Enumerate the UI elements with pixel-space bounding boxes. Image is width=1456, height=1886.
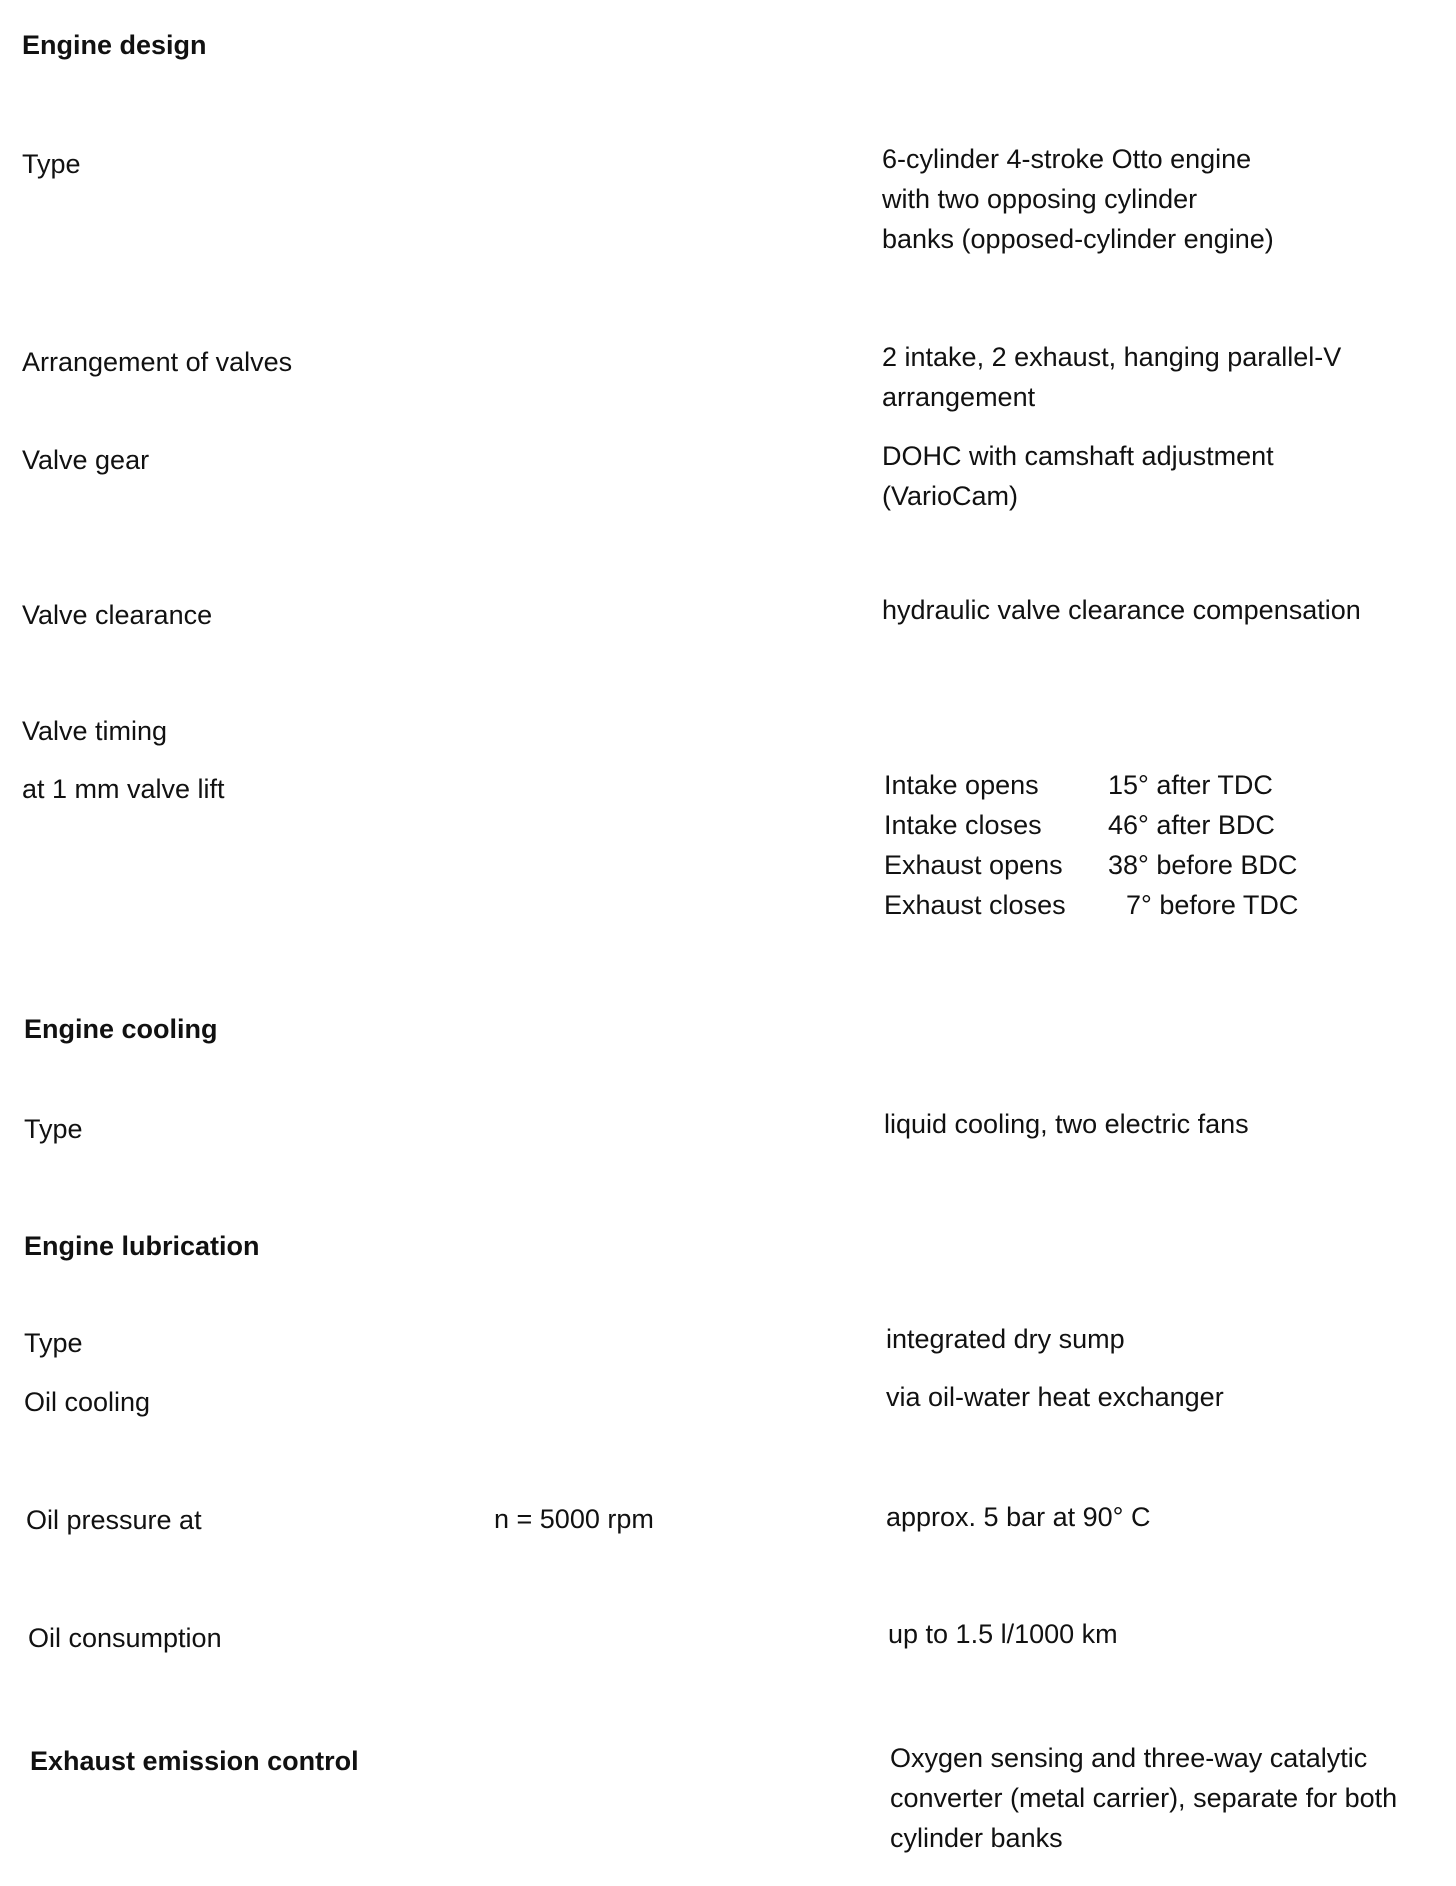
spec-value-valve-clearance: hydraulic valve clearance compensation <box>882 595 1361 625</box>
spec-label-oil-consumption: Oil consumption <box>28 1623 222 1653</box>
spec-value-type <box>882 139 1274 259</box>
spec-label-oil-cooling: Oil cooling <box>24 1387 151 1417</box>
spec-sublabel-valve-lift: at 1 mm valve lift <box>22 774 225 804</box>
spec-value-line: Oxygen sensing and three-way catalytic <box>890 1743 1368 1773</box>
spec-condition-oil-pressure: n = 5000 rpm <box>494 1504 654 1534</box>
spec-label-oil-pressure: Oil pressure at <box>26 1505 202 1535</box>
spec-value-line: 6-cylinder 4-stroke Otto engine <box>882 144 1252 174</box>
section-heading-engine-cooling: Engine cooling <box>24 1014 218 1044</box>
timing-value: 15° after TDC <box>1108 770 1273 800</box>
section-heading-engine-lubrication: Engine lubrication <box>24 1231 260 1261</box>
spec-value-line: (VarioCam) <box>882 481 1019 511</box>
spec-label-lubrication-type: Type <box>24 1328 83 1358</box>
valve-timing-table <box>884 765 1344 925</box>
spec-value-oil-cooling: via oil-water heat exchanger <box>886 1382 1224 1412</box>
timing-event: Intake opens <box>884 770 1039 800</box>
spec-value-line: arrangement <box>882 382 1036 412</box>
spec-value-oil-consumption: up to 1.5 l/1000 km <box>888 1619 1118 1649</box>
spec-label-arrangement-of-valves: Arrangement of valves <box>22 347 293 377</box>
spec-label-valve-gear: Valve gear <box>22 445 150 475</box>
spec-value-exhaust-emission-control <box>890 1738 1397 1858</box>
section-heading-engine-design: Engine design <box>22 30 207 60</box>
spec-label-type: Type <box>22 149 81 179</box>
timing-row <box>884 845 1344 885</box>
timing-row <box>884 805 1344 845</box>
timing-row <box>884 885 1344 925</box>
spec-value-line: banks (opposed-cylinder engine) <box>882 224 1274 254</box>
spec-value-lubrication-type: integrated dry sump <box>886 1324 1125 1354</box>
spec-value-line: 2 intake, 2 exhaust, hanging parallel-V <box>882 342 1342 372</box>
timing-event: Exhaust closes <box>884 890 1066 920</box>
timing-event: Exhaust opens <box>884 850 1063 880</box>
spec-value-line: converter (metal carrier), separate for both <box>890 1783 1398 1813</box>
spec-label-valve-clearance: Valve clearance <box>22 600 213 630</box>
spec-value-line: with two opposing cylinder <box>882 184 1198 214</box>
timing-row <box>884 765 1344 805</box>
spec-value-arrangement-of-valves <box>882 337 1341 417</box>
spec-value-cooling-type: liquid cooling, two electric fans <box>884 1109 1249 1139</box>
section-heading-exhaust-emission-control: Exhaust emission control <box>30 1746 359 1776</box>
timing-value: 46° after BDC <box>1108 810 1275 840</box>
spec-value-line: cylinder banks <box>890 1823 1063 1853</box>
timing-event: Intake closes <box>884 810 1042 840</box>
spec-value-valve-gear <box>882 436 1274 516</box>
spec-label-valve-timing: Valve timing <box>22 716 168 746</box>
spec-value-line: DOHC with camshaft adjustment <box>882 441 1274 471</box>
spec-value-oil-pressure: approx. 5 bar at 90° C <box>886 1502 1151 1532</box>
spec-label-cooling-type: Type <box>24 1114 83 1144</box>
timing-value: 7° before TDC <box>1126 890 1299 920</box>
timing-value: 38° before BDC <box>1108 850 1298 880</box>
